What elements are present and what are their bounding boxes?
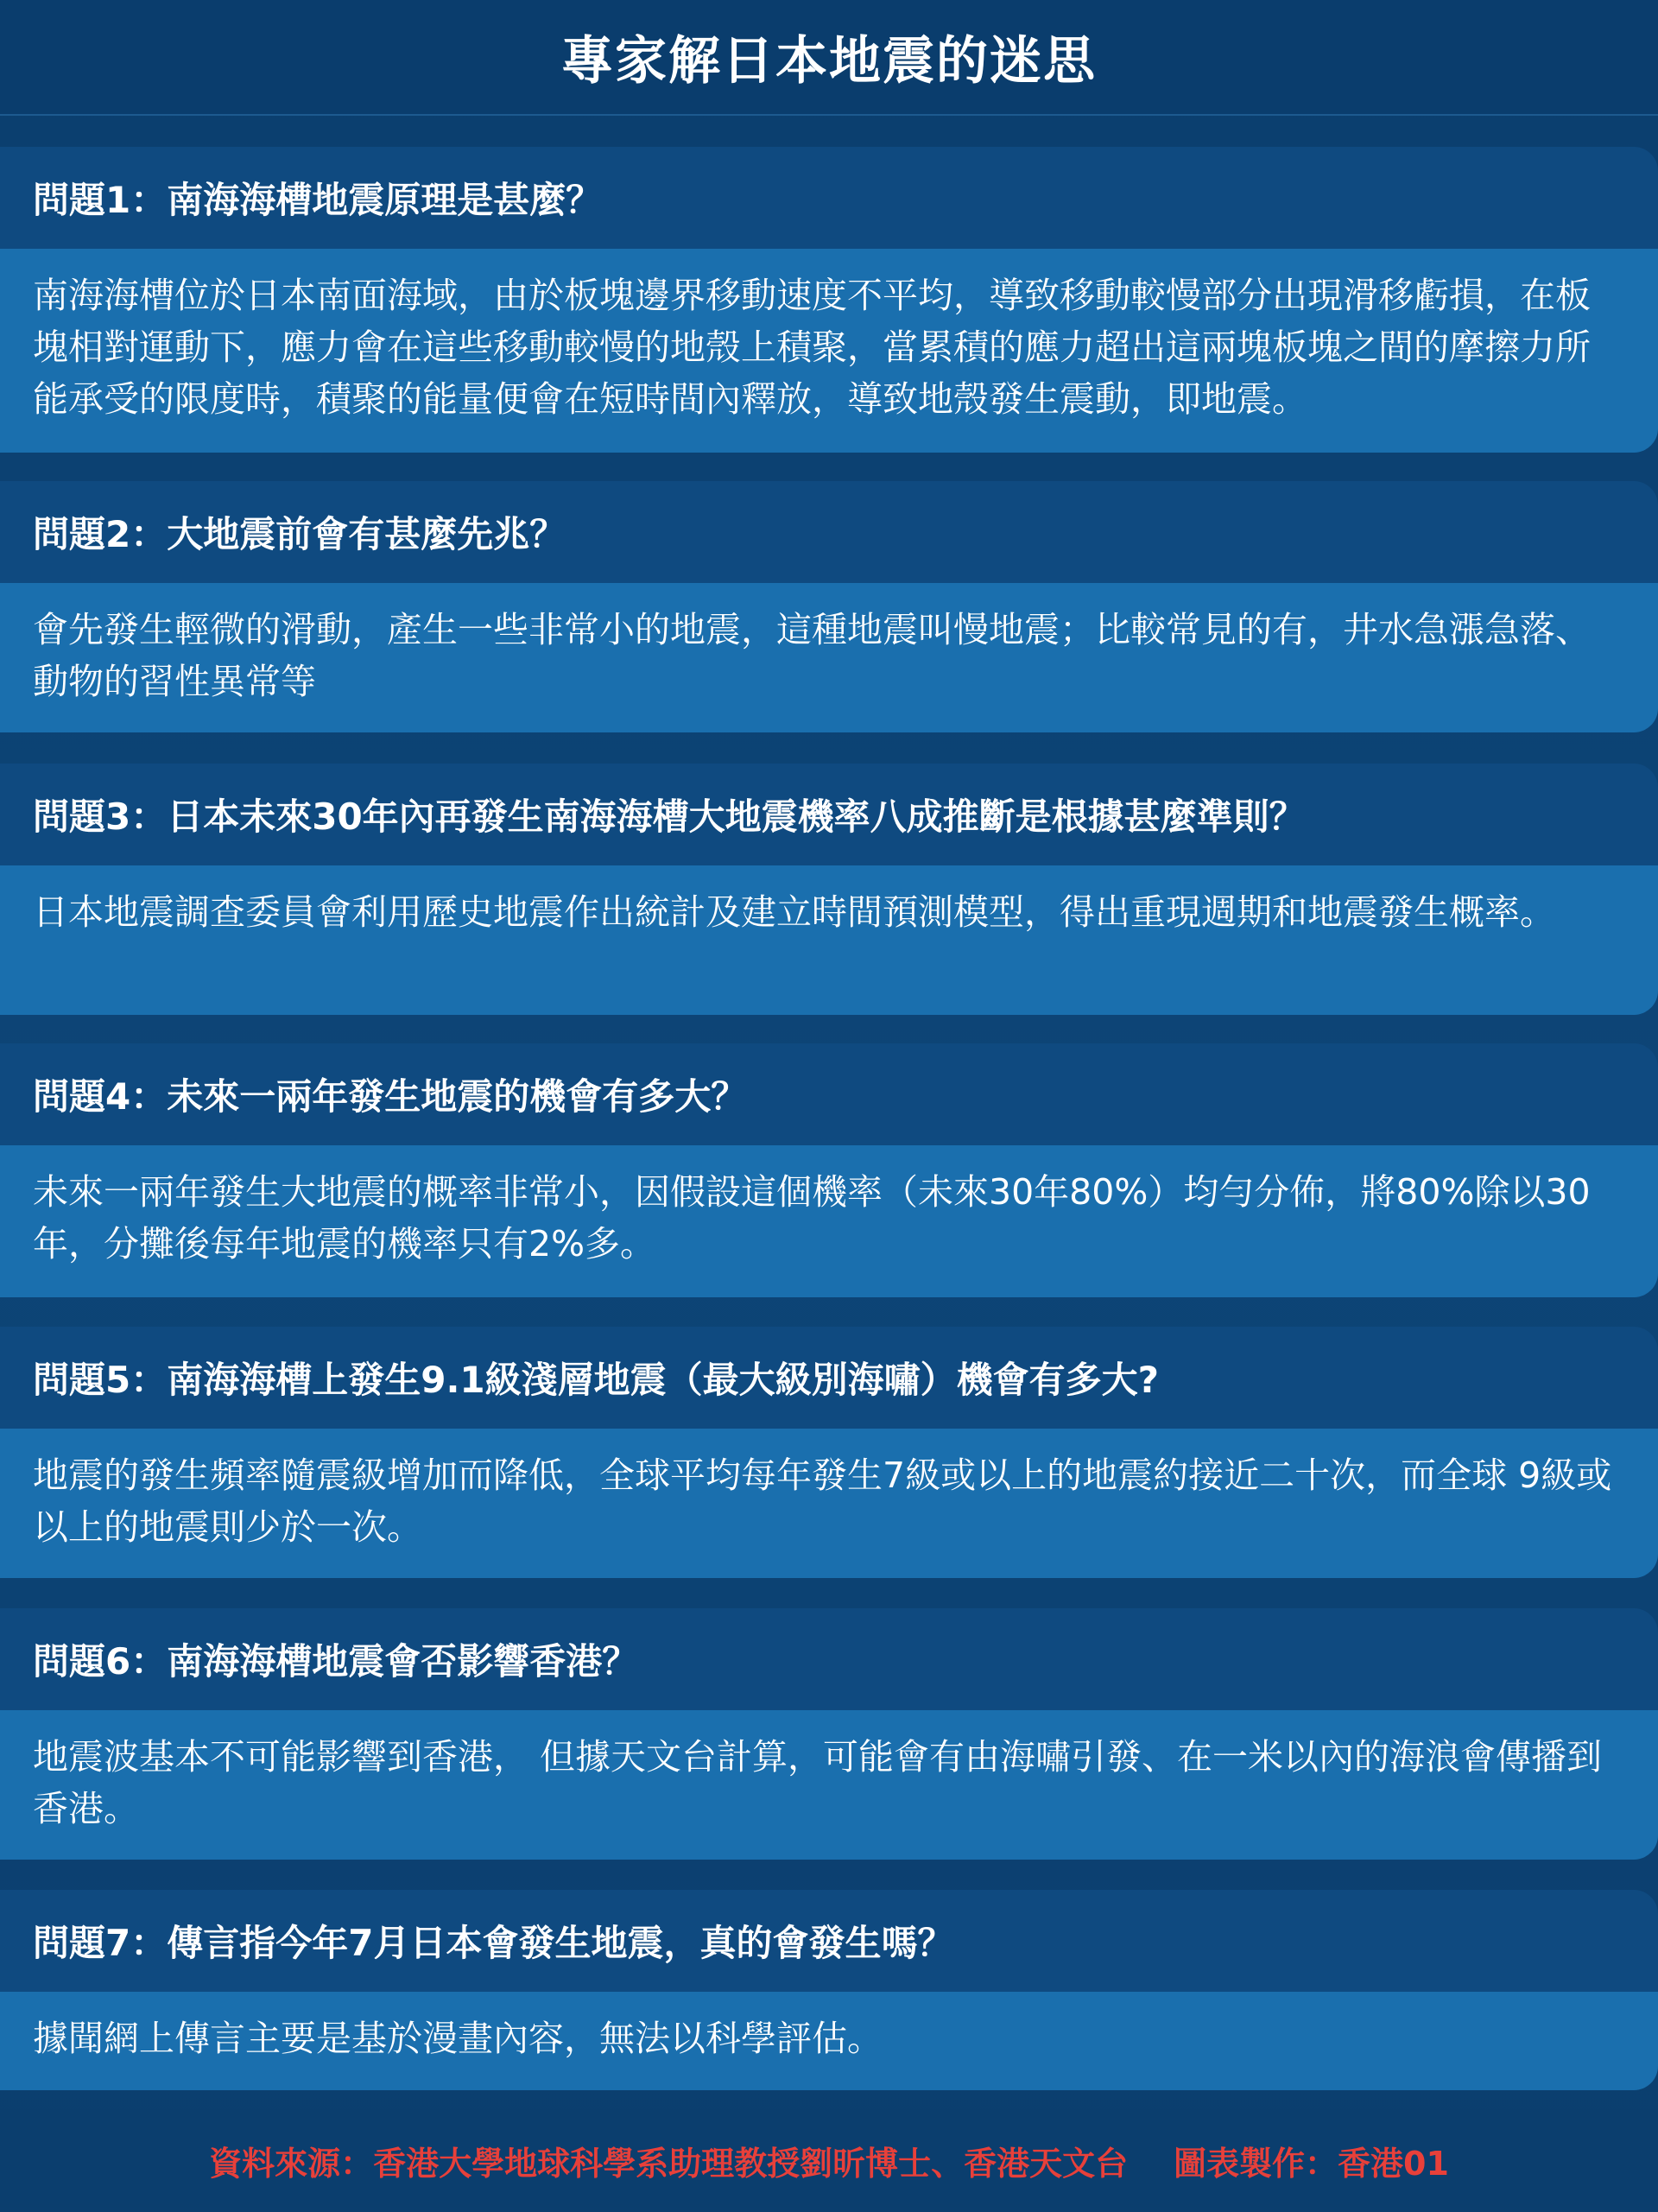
question-3: 問題3：日本未來30年內再發生南海海槽大地震機率八成推斷是根據甚麼準則？ [0,764,1658,865]
qa-item-1 [0,147,1658,453]
question-1: 問題1：南海海槽地震原理是甚麼？ [0,147,1658,249]
question-6: 問題6：南海海槽地震會否影響香港？ [0,1608,1658,1710]
question-2: 問題2：大地震前會有甚麼先兆？ [0,481,1658,583]
answer-1: 南海海槽位於日本南面海域，由於板塊邊界移動速度不平均，導致移動較慢部分出現滑移虧損，在板塊相對運動下，應力會在這些移動較慢的地殼上積聚，當累積的應力超出這兩塊板塊之間的摩擦力所能承受的限度時，積聚的能量便會在短時間內釋放，導致地殼發生震動，即地震。 [0,249,1658,453]
title-bar [0,0,1658,116]
answer-4: 未來一兩年發生大地震的概率非常小，因假設這個機率（未來30年80%）均勻分佈，將80%除以30年，分攤後每年地震的機率只有2%多。 [0,1145,1658,1297]
answer-3: 日本地震調查委員會利用歷史地震作出統計及建立時間預測模型，得出重現週期和地震發生概率。 [0,865,1658,1015]
qa-item-4 [0,1043,1658,1297]
answer-6: 地震波基本不可能影響到香港， 但據天文台計算，可能會有由海嘯引發、在一米以內的海浪會傳播到香港。 [0,1710,1658,1860]
question-5: 問題5：南海海槽上發生9.1級淺層地震（最大級別海嘯）機會有多大? [0,1327,1658,1429]
question-4: 問題4：未來一兩年發生地震的機會有多大？ [0,1043,1658,1145]
qa-item-2 [0,481,1658,732]
answer-5: 地震的發生頻率隨震級增加而降低，全球平均每年發生7級或以上的地震約接近二十次，而全球 9級或以上的地震則少於一次。 [0,1429,1658,1578]
qa-item-5 [0,1327,1658,1578]
page-title: 專家解日本地震的迷思 [561,31,1097,92]
qa-item-3 [0,764,1658,1015]
qa-item-7 [0,1890,1658,2090]
answer-2: 會先發生輕微的滑動，產生一些非常小的地震，這種地震叫慢地震；比較常見的有，井水急漲急落、動物的習性異常等 [0,583,1658,732]
question-7: 問題7：傳言指今年7月日本會發生地震，真的會發生嗎？ [0,1890,1658,1992]
source-footer [0,2109,1658,2212]
source-credit: 資料來源：香港大學地球科學系助理教授劉昕博士、香港天文台 圖表製作：香港01 [209,2145,1449,2183]
qa-item-6 [0,1608,1658,1860]
answer-7: 據聞網上傳言主要是基於漫畫內容，無法以科學評估。 [0,1992,1658,2090]
